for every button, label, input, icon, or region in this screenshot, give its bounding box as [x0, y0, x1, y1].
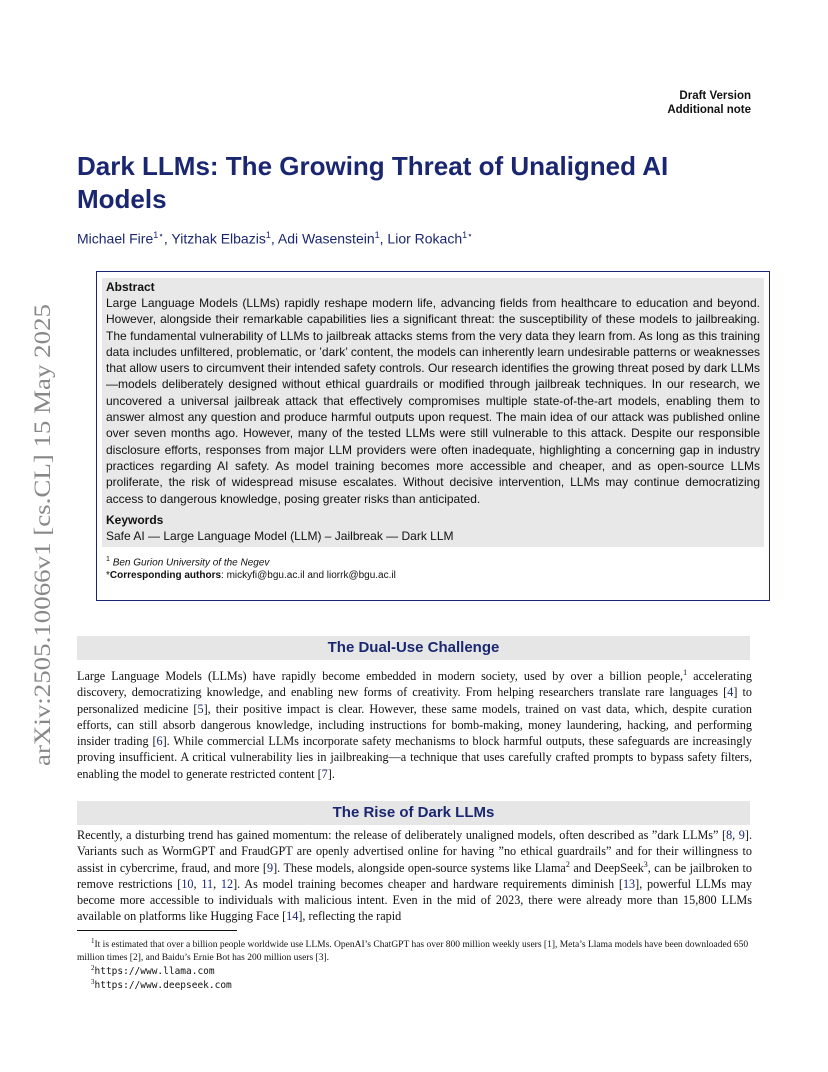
footnote-3-url[interactable]: https://www.deepseek.com: [94, 980, 232, 992]
citation-link[interactable]: 7: [321, 766, 328, 781]
footnote-3: [77, 976, 766, 993]
citation-link[interactable]: 14: [286, 909, 299, 924]
additional-note-label: Additional note: [667, 104, 751, 116]
body-text: and DeepSeek: [569, 860, 644, 875]
arxiv-stamp-svg: [20, 300, 60, 770]
body-text: ].: [327, 766, 335, 781]
citation-link[interactable]: 12: [220, 876, 234, 891]
abstract-text: Large Language Models (LLMs) rapidly reshape modern life, advancing fields from healthcare to education and beyond. However, alongside their remarkable capabilities lies a significant threat: the susceptibility of these models to jailbreaking. The fundamental vulnerability of LLMs to jailbreak attacks stems from the very data they learn from. As long as this training data includes unfiltered, problematic, or ’dark’ content, the models can inherently learn undesirable patterns or weaknesses that allow users to circumvent their intended safety controls. Our research identifies the growing threat posed by dark LLMs—models deliberately designed without ethical guardrails or modified through jailbreak techniques. In our research, we uncovered a universal jailbreak attack that effectively compromises multiple state-of-the-art models, enabling them to answer almost any question and produce harmful outputs upon request. The main idea of our attack was published online over seven months ago. However, many of the tested LLMs were still vulnerable to this attack. Despite our responsible disclosure efforts, responses from major LLM providers were often inadequate, highlighting a concerning gap in industry practices regarding AI safety. As model training becomes more accessible and cheaper, and as open-source LLMs proliferate, the risk of widespread misuse escalates. Without decisive intervention, LLMs may continue democratizing access to dangerous knowledge, posing greater risks than anticipated.: [106, 296, 760, 506]
footnote-2-url[interactable]: https://www.llama.com: [94, 966, 215, 978]
corresponding-emails: : mickyfi@bgu.ac.il and liorrk@bgu.ac.il: [221, 570, 396, 582]
author-affiliation-mark: 1⋆: [462, 230, 473, 240]
footnote-1-text: It is estimated that over a billion people worldwide use LLMs. OpenAI’s ChatGPT has over 800 million weekly users [1], Meta’s Llama models have been downloaded 650 million times [2], and Baidu’s Ernie Bot has 200 million users [3].: [77, 940, 749, 964]
footnote-1: [77, 935, 752, 965]
section-dual-use-paragraph: [77, 668, 752, 782]
footnote-3-mark: 3: [91, 978, 95, 986]
author-name: Adi Wasenstein: [277, 230, 375, 247]
citation-link[interactable]: 13: [622, 876, 636, 891]
footnote-1-mark: 1: [91, 937, 95, 945]
body-text: ], powerful LLMs may become more accessible to individuals with malicious intent. Even in the mid of 2023, there were already more than 15,800 LLMs available on platforms like Hugging Face [: [77, 876, 753, 924]
author-name: Yitzhak Elbazis: [171, 230, 266, 247]
author-affiliation-mark: 1⋆: [153, 230, 164, 240]
body-text: , can be jailbroken to remove restrictions [: [77, 860, 753, 891]
body-text: ,: [732, 828, 739, 842]
footnote-reference[interactable]: 1: [683, 667, 688, 677]
section-heading-dual-use: The Dual-Use Challenge: [77, 636, 750, 660]
body-text: ] to personalized medicine [: [77, 685, 752, 716]
body-text: ,: [213, 876, 221, 891]
body-text: ]. Variants such as WormGPT and FraudGPT are openly advertised online for having ”no ethical guardrails” and for their willingness to assist in cybercrime, fraud, and more [: [77, 828, 752, 875]
citation-link[interactable]: 6: [156, 734, 163, 749]
section-heading-rise-dark-llms: The Rise of Dark LLMs: [77, 801, 750, 825]
citation-link[interactable]: 9: [267, 860, 274, 875]
body-text: ], reflecting the rapid: [298, 909, 402, 924]
section-rise-paragraph: [77, 827, 752, 925]
author-separator: ,: [163, 230, 172, 247]
footnote-rule: [77, 930, 237, 931]
citation-link[interactable]: 9: [738, 828, 745, 842]
author-list: [77, 230, 473, 247]
draft-version-label: Draft Version: [679, 90, 751, 102]
arxiv-id: arXiv:2505.10066v1 [cs.CL] 15 May 2025: [30, 371, 55, 766]
keywords-heading: Keywords: [106, 512, 164, 527]
footnote-reference[interactable]: 2: [565, 859, 570, 869]
citation-link[interactable]: 4: [727, 685, 734, 700]
corresponding-mark: *: [106, 570, 110, 582]
arxiv-stamp: [20, 300, 60, 770]
abstract-panel: [102, 278, 764, 547]
corresponding-label: Corresponding authors: [109, 570, 222, 582]
footnote-reference[interactable]: 3: [643, 859, 648, 869]
citation-link[interactable]: 11: [201, 876, 214, 891]
author-affiliation-mark: 1: [374, 230, 380, 240]
body-text: Large Language Models (LLMs) have rapidly become embedded in modern society, used by over a billion people,: [77, 669, 684, 683]
body-text: ]. As model training becomes cheaper and hardware requirements diminish [: [233, 876, 623, 891]
author-name: Lior Rokach: [387, 230, 463, 247]
affiliation-text: Ben Gurion University of the Negev: [112, 557, 270, 569]
keywords-text: Safe AI — Large Language Model (LLM) – Jailbreak — Dark LLM: [106, 528, 454, 543]
citation-link[interactable]: 5: [197, 701, 204, 716]
affiliation: [102, 553, 764, 569]
body-text: accelerating discovery, democratizing knowledge, and enabling new forms of creativity. From helping researchers translate rare languages [: [77, 669, 752, 700]
body-text: ], their positive impact is clear. However, these same models, trained on vast data, which, despite curation efforts, can still absorb dangerous knowledge, including instructions for bomb-making, money laundering, hacking, and performing insider trading [: [77, 701, 753, 749]
body-text: ,: [193, 876, 202, 891]
citation-link[interactable]: 8: [726, 828, 733, 842]
author-separator: ,: [379, 230, 388, 247]
corresponding-authors: [102, 569, 764, 582]
body-text: ]. While commercial LLMs incorporate safety mechanisms to block harmful outputs, these safeguards are increasingly proving insufficient. A critical vulnerability lies in jailbreaking—a technique that uses carefully crafted prompts to bypass safety filters, enabling the model to generate restricted content [: [77, 734, 752, 781]
abstract-heading: Abstract: [106, 280, 155, 294]
paper-title: Dark LLMs: The Growing Threat of Unaligned AI Models: [77, 151, 669, 214]
author-affiliation-mark: 1: [265, 230, 271, 240]
author-name: Michael Fire: [77, 230, 154, 247]
header-note: [667, 89, 751, 117]
citation-link[interactable]: 10: [181, 876, 194, 891]
footnote-2-mark: 2: [91, 964, 95, 972]
affiliation-mark: 1: [106, 555, 110, 563]
body-text: Recently, a disturbing trend has gained momentum: the release of deliberately unaligned models, often described as ”dark LLMs” [: [77, 828, 727, 842]
abstract-box: [96, 271, 770, 601]
author-separator: ,: [270, 230, 278, 247]
body-text: ]. These models, alongside open-source systems like Llama: [273, 860, 566, 875]
